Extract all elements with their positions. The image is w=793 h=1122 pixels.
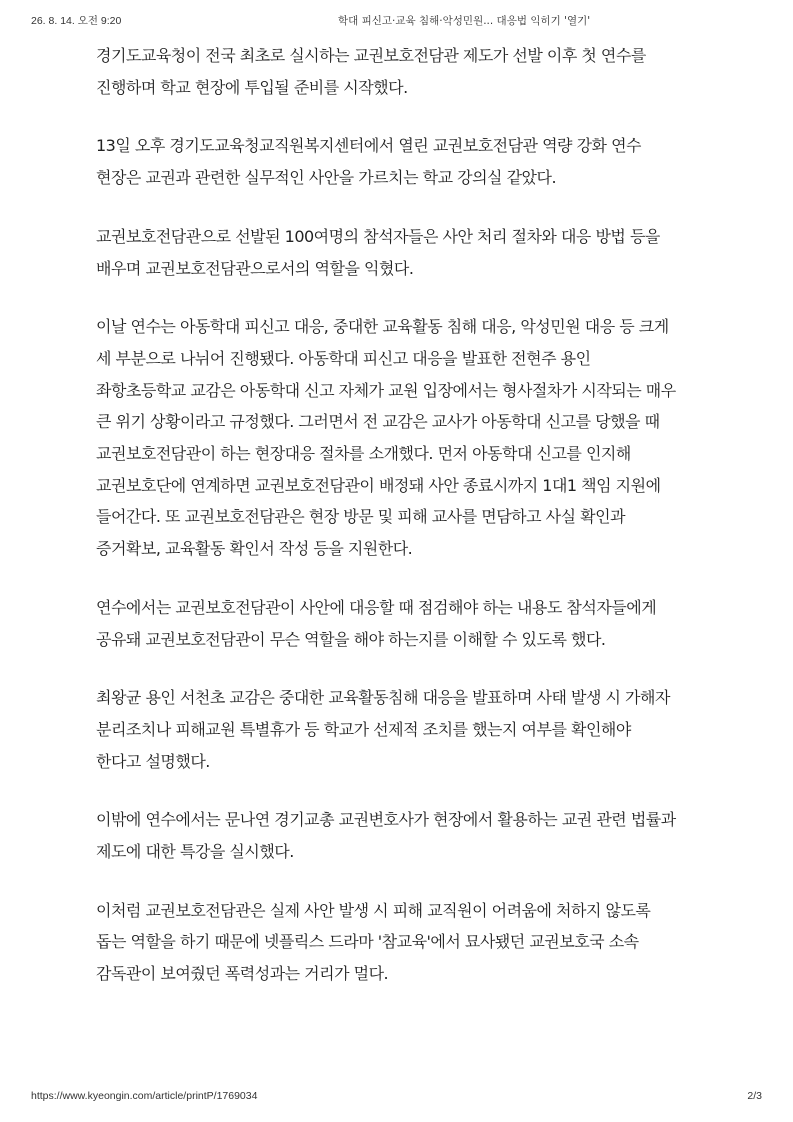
text-line: 최왕균 용인 서천초 교감은 중대한 교육활동침해 대응을 발표하며 사태 발생 시 가해자 bbox=[96, 688, 670, 708]
print-header bbox=[0, 0, 793, 40]
text-line: 큰 위기 상황이라고 규정했다. 그러면서 전 교감은 교사가 아동학대 신고를 당했을 때 bbox=[96, 412, 660, 432]
text-line: 증거확보, 교육활동 확인서 작성 등을 지원한다. bbox=[96, 539, 413, 559]
text-line: 세 부분으로 나뉘어 진행됐다. 아동학대 피신고 대응을 발표한 전현주 용인 bbox=[96, 348, 591, 368]
paragraph-3 bbox=[96, 221, 706, 284]
print-datetime: 26. 8. 14. 오전 9:20 bbox=[31, 15, 122, 27]
text-line: 교권보호전담관이 하는 현장대응 절차를 소개했다. 먼저 아동학대 신고를 인지해 bbox=[96, 444, 631, 464]
text-line: 경기도교육청이 전국 최초로 실시하는 교권보호전담관 제도가 선발 이후 첫 연수를 bbox=[96, 46, 646, 65]
paragraph-5 bbox=[96, 592, 706, 655]
article-body bbox=[96, 40, 706, 1017]
text-line: 들어간다. 또 교권보호전담관은 현장 방문 및 피해 교사를 면담하고 사실 확인과 bbox=[96, 507, 626, 527]
text-line: 감독관이 보여줬던 폭력성과는 거리가 멀다. bbox=[96, 964, 389, 984]
print-footer bbox=[0, 1090, 793, 1110]
text-line: 현장은 교권과 관련한 실무적인 사안을 가르치는 학교 강의실 같았다. bbox=[96, 168, 557, 188]
paragraph-8 bbox=[96, 895, 706, 990]
text-line: 돕는 역할을 하기 때문에 넷플릭스 드라마 '참교육'에서 묘사됐던 교권보호국 소속 bbox=[96, 932, 639, 952]
text-line: 이밖에 연수에서는 문나연 경기교총 교권변호사가 현장에서 활용하는 교권 관련 법률과 bbox=[96, 810, 676, 830]
document-title: 학대 피신고·교육 침해·악성민원... 대응법 익히기 '열기' bbox=[338, 15, 591, 27]
text-line: 진행하며 학교 현장에 투입될 준비를 시작했다. bbox=[96, 77, 408, 97]
text-line: 한다고 설명했다. bbox=[96, 751, 210, 771]
text-line: 좌항초등학교 교감은 아동학대 신고 자체가 교원 입장에서는 형사절차가 시작되는 매우 bbox=[96, 380, 676, 400]
paragraph-6 bbox=[96, 682, 706, 777]
text-line: 13일 오후 경기도교육청교직원복지센터에서 열린 교권보호전담관 역량 강화 연수 bbox=[96, 136, 642, 156]
text-line: 제도에 대한 특강을 실시했다. bbox=[96, 842, 294, 862]
paragraph-2 bbox=[96, 130, 706, 193]
text-line: 공유돼 교권보호전담관이 무슨 역할을 해야 하는지를 이해할 수 있도록 했다. bbox=[96, 629, 606, 649]
text-line: 교권보호단에 연계하면 교권보호전담관이 배정돼 사안 종료시까지 1대1 책임 지원에 bbox=[96, 475, 661, 495]
text-line: 분리조치나 피해교원 특별휴가 등 학교가 선제적 조치를 했는지 여부를 확인해야 bbox=[96, 719, 631, 739]
article-url: https://www.kyeongin.com/article/printP/1769034 bbox=[31, 1090, 258, 1102]
text-line: 이처럼 교권보호전담관은 실제 사안 발생 시 피해 교직원이 어려움에 처하지 않도록 bbox=[96, 900, 651, 920]
page-indicator: 2/3 bbox=[747, 1090, 762, 1102]
paragraph-1 bbox=[96, 40, 706, 103]
paragraph-7 bbox=[96, 804, 706, 867]
text-line: 이날 연수는 아동학대 피신고 대응, 중대한 교육활동 침해 대응, 악성민원 대응 등 크게 bbox=[96, 317, 669, 337]
text-line: 연수에서는 교권보호전담관이 사안에 대응할 때 점검해야 하는 내용도 참석자들에게 bbox=[96, 597, 657, 617]
paragraph-4 bbox=[96, 311, 706, 565]
text-line: 배우며 교권보호전담관으로서의 역할을 익혔다. bbox=[96, 258, 414, 278]
text-line: 교권보호전담관으로 선발된 100여명의 참석자들은 사안 처리 절차와 대응 방법 등을 bbox=[96, 226, 660, 246]
